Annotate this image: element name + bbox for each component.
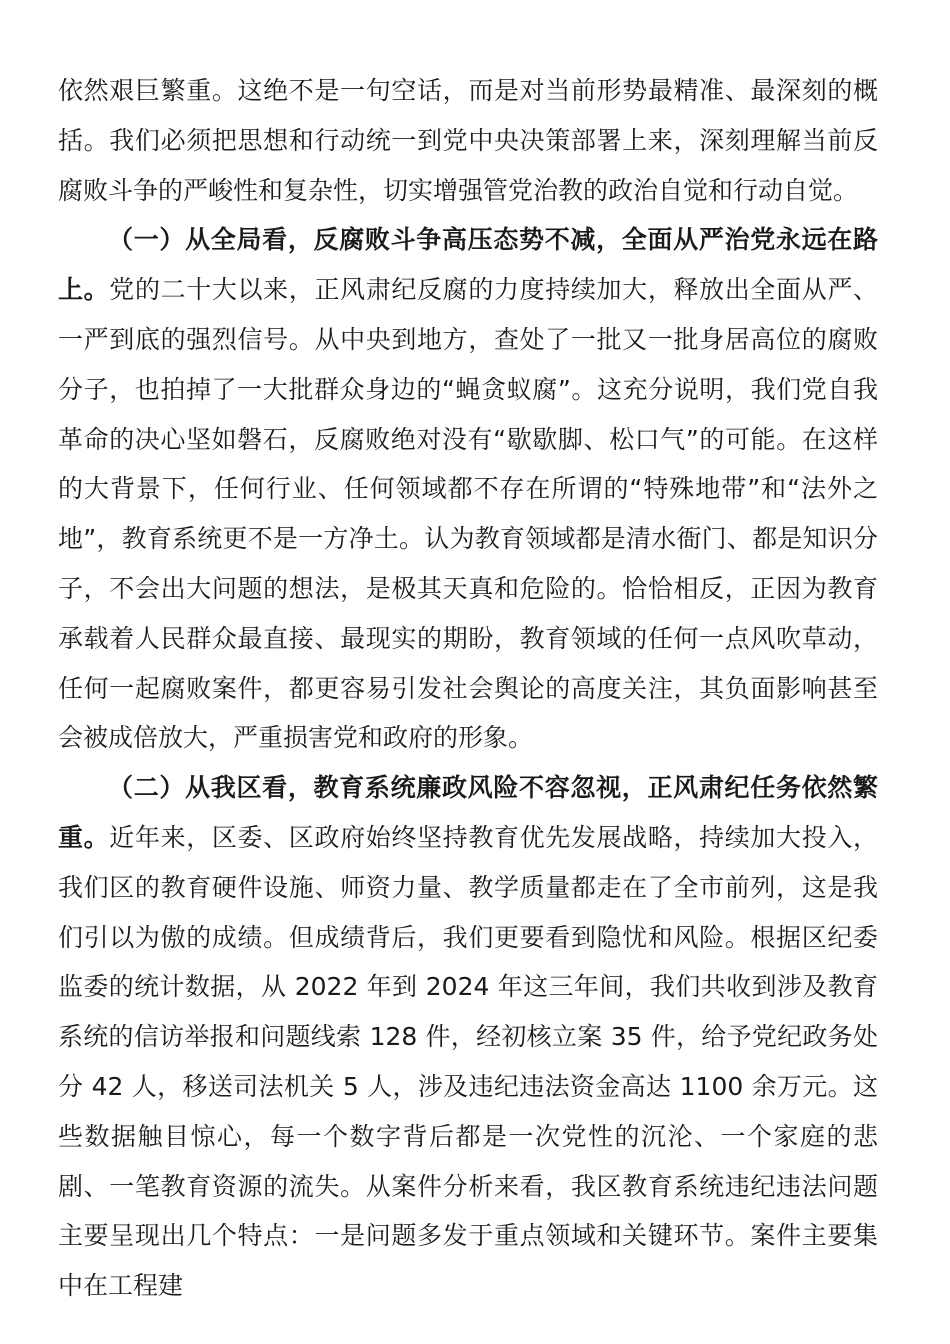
paragraph-section-1 bbox=[58, 215, 878, 763]
paragraph-text: 党的二十大以来，正风肃纪反腐的力度持续加大，释放出全面从严、一严到底的强烈信号。从中央到地方，查处了一批又一批身居高位的腐败分子，也拍掉了一大批群众身边的“蝇贪蚁腐”。这充分说明，我们党自我革命的决心坚如磐石，反腐败绝对没有“歇歇脚、松口气”的可能。在这样的大背景下，任何行业、任何领域都不存在所谓的“特殊地带”和“法外之地”，教育系统更不是一方净土。认为教育领域都是清水衙门、都是知识分子，不会出大问题的想法，是极其天真和危险的。恰恰相反，正因为教育承载着人民群众最直接、最现实的期盼，教育领域的任何一点风吹草动，任何一起腐败案件，都更容易引发社会舆论的高度关注，其负面影响甚至会被成倍放大，严重损害党和政府的形象。 bbox=[58, 275, 878, 753]
section-heading: （二）从我区看，教育系统廉政风险不容忽视，正风肃纪任务依然繁重。 bbox=[58, 773, 878, 852]
paragraph-text: 依然艰巨繁重。这绝不是一句空话，而是对当前形势最精准、最深刻的概括。我们必须把思想和行动统一到党中央决策部署上来，深刻理解当前反腐败斗争的严峻性和复杂性，切实增强管党治教的政治自觉和行动自觉。 bbox=[58, 76, 878, 205]
paragraph-intro-continued bbox=[58, 66, 878, 215]
document-page bbox=[58, 66, 878, 1311]
section-heading: （一）从全局看，反腐败斗争高压态势不减，全面从严治党永远在路上。 bbox=[58, 225, 878, 305]
paragraph-section-2 bbox=[58, 763, 878, 1311]
paragraph-text: 近年来，区委、区政府始终坚持教育优先发展战略，持续加大投入，我们区的教育硬件设施、师资力量、教学质量都走在了全市前列，这是我们引以为傲的成绩。但成绩背后，我们更要看到隐忧和风险。根据区纪委监委的统计数据，从 2022 年到 2024 年这三年间，我们共收到涉及教育系统的信访举报和问题线索 128 件，经初核立案 35 件，给予党纪政务处分 42 人，移送司法机关 5 人，涉及违纪违法资金高达 1100 余万元。这些数据触目惊心，每一个数字背后都是一次党性的沉沦、一个家庭的悲剧、一笔教育资源的流失。从案件分析来看，我区教育系统违纪违法问题主要呈现出几个特点：一是问题多发于重点领域和关键环节。案件主要集中在工程建 bbox=[58, 822, 878, 1301]
